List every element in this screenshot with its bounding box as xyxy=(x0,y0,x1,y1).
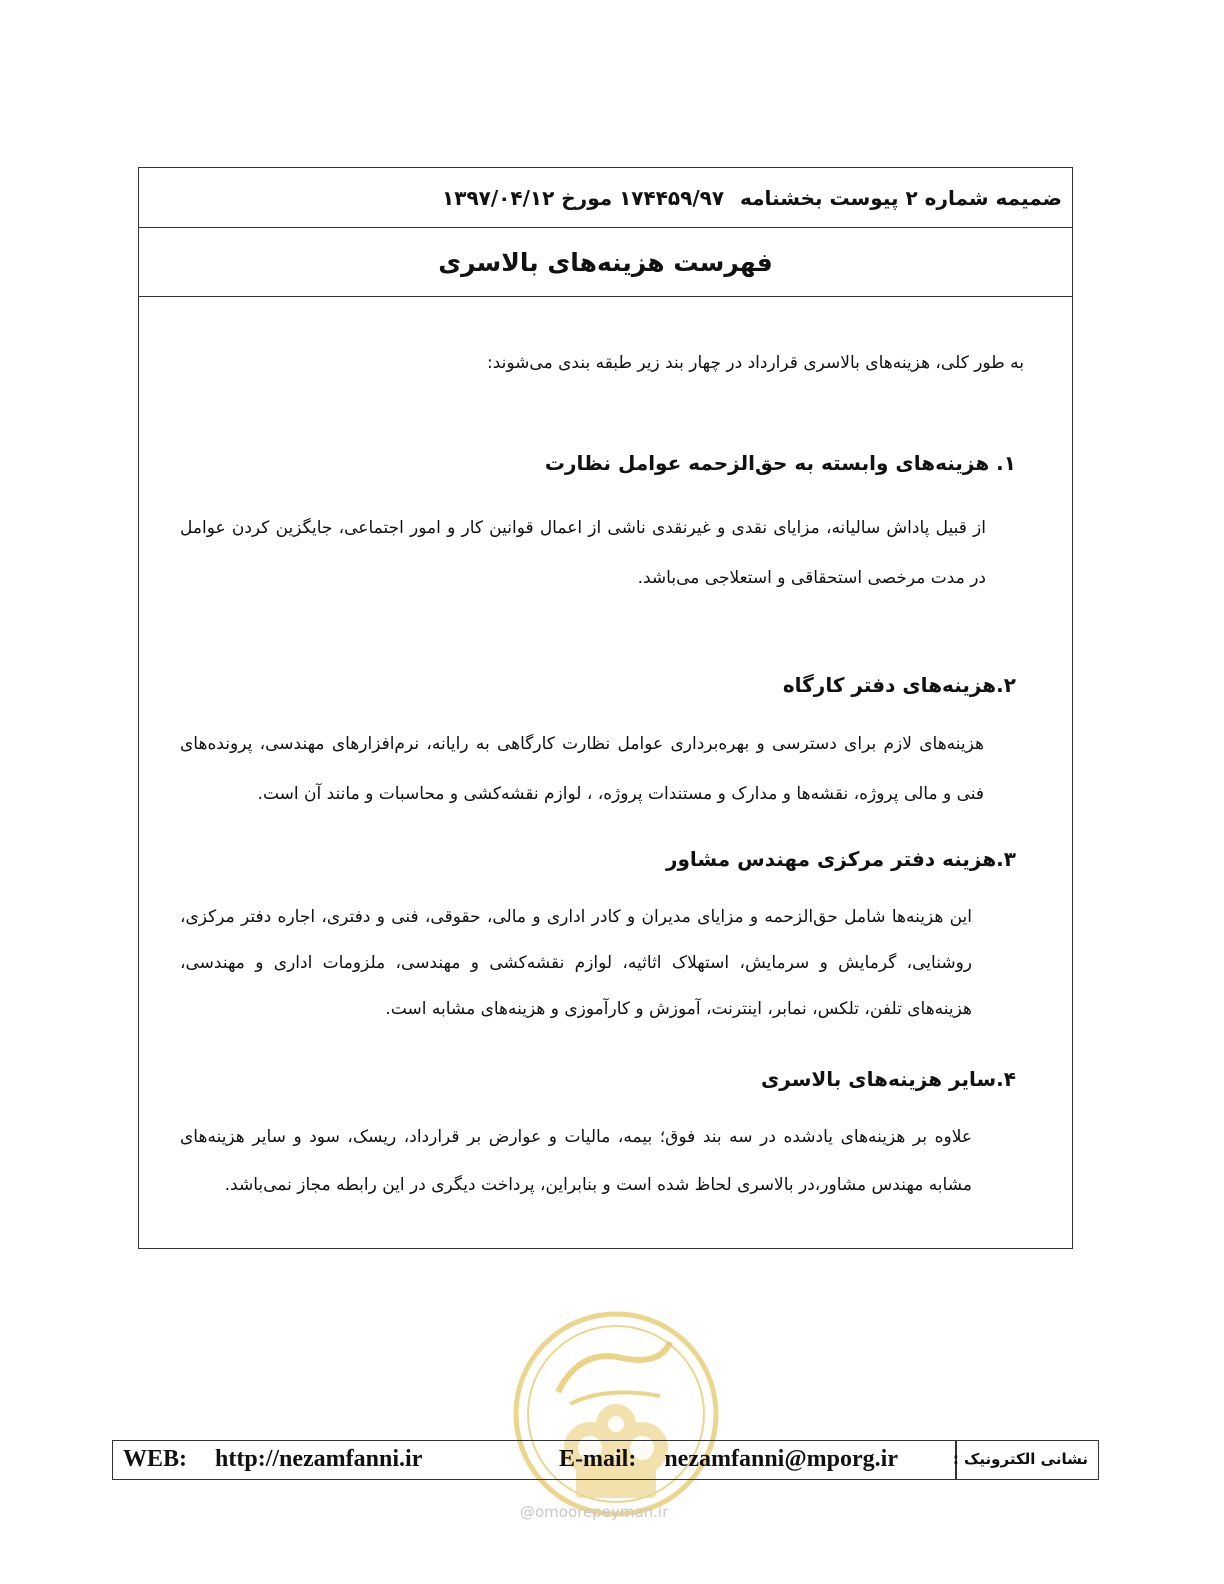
section-3-line-1: این هزینه‌ها شامل حق‌الزحمه و مزایای مدیران و کادر اداری و مالی، حقوقی، فنی و دفتری، اجاره دفتر مرکزی، xyxy=(180,907,972,927)
annex-label: ضمیمه شماره ۲ پیوست بخشنامه xyxy=(740,185,1062,210)
section-2-line-2: فنی و مالی پروژه، نقشه‌ها و مدارک و مستندات پروژه، ، لوازم نقشه‌کشی و محاسبات و مانند آن است. xyxy=(257,784,984,804)
section-1-title: ۱. هزینه‌های وابسته به حق‌الزحمه عوامل نظارت xyxy=(544,451,1016,475)
instagram-credit: @omoorepeyman.ir xyxy=(520,1503,669,1521)
intro-text: به طور کلی، هزینه‌های بالاسری قرارداد در چهار بند زیر طبقه بندی می‌شوند: xyxy=(487,353,1024,373)
electronic-address-label: نشانی الکترونیک : xyxy=(952,1450,1088,1468)
section-2-body xyxy=(180,719,984,819)
email-label: E-mail: xyxy=(559,1446,637,1472)
omoore-peyman-watermark-logo xyxy=(510,1308,722,1520)
web-url-link[interactable]: http://nezamfanni.ir xyxy=(215,1446,423,1472)
section-2-line-1: هزینه‌های لازم برای دسترسی و بهره‌برداری عوامل نظارت کارگاهی به رایانه، نرم‌افزارهای مهندسی، پرونده‌های xyxy=(180,734,984,754)
circular-number-date: ۱۷۴۴۵۹/۹۷ مورخ ۱۳۹۷/۰۴/۱۲ xyxy=(442,185,725,210)
section-3-line-3: هزینه‌های تلفن، تلکس، نمابر، اینترنت، آموزش و کارآموزی و هزینه‌های مشابه است. xyxy=(385,999,972,1019)
section-3-line-2: روشنایی، گرمایش و سرمایش، استهلاک اثاثیه، لوازم نقشه‌کشی و مهندسی، ملزومات اداری و مهندسی، xyxy=(180,953,972,973)
circular-reference-header xyxy=(139,168,1072,228)
section-3-body xyxy=(180,894,972,1032)
section-4-line-1: علاوه بر هزینه‌های یادشده در سه بند فوق؛ بیمه، مالیات و عوارض بر قرارداد، ریسک، سود و سایر هزینه‌های xyxy=(180,1127,972,1147)
section-3-title: ۳.هزینه دفتر مرکزی مهندس مشاور xyxy=(665,847,1016,871)
section-1-body xyxy=(180,503,986,603)
section-2-title: ۲.هزینه‌های دفتر کارگاه xyxy=(782,673,1016,697)
document-frame xyxy=(138,167,1073,1249)
section-4-body xyxy=(180,1113,972,1209)
email-link[interactable]: nezamfanni@mporg.ir xyxy=(664,1446,898,1472)
footer-contact-box xyxy=(112,1440,1099,1480)
web-label: WEB: xyxy=(123,1446,188,1472)
section-4-line-2: مشابه مهندس مشاور،در بالاسری لحاظ شده است و بنابراین، پرداخت دیگری در این رابطه مجاز نمی‌باشد. xyxy=(224,1175,972,1195)
page-title: فهرست هزینه‌های بالاسری xyxy=(139,228,1072,297)
footer-web xyxy=(123,1446,422,1473)
section-1-line-1: از قبیل پاداش سالیانه، مزایای نقدی و غیرنقدی ناشی از اعمال قوانین کار و امور اجتماعی، جایگزین کردن عوامل xyxy=(180,518,986,538)
section-4-title: ۴.سایر هزینه‌های بالاسری xyxy=(760,1067,1016,1091)
section-1-line-2: در مدت مرخصی استحقاقی و استعلاجی می‌باشد. xyxy=(637,568,986,588)
footer-email xyxy=(559,1446,898,1473)
